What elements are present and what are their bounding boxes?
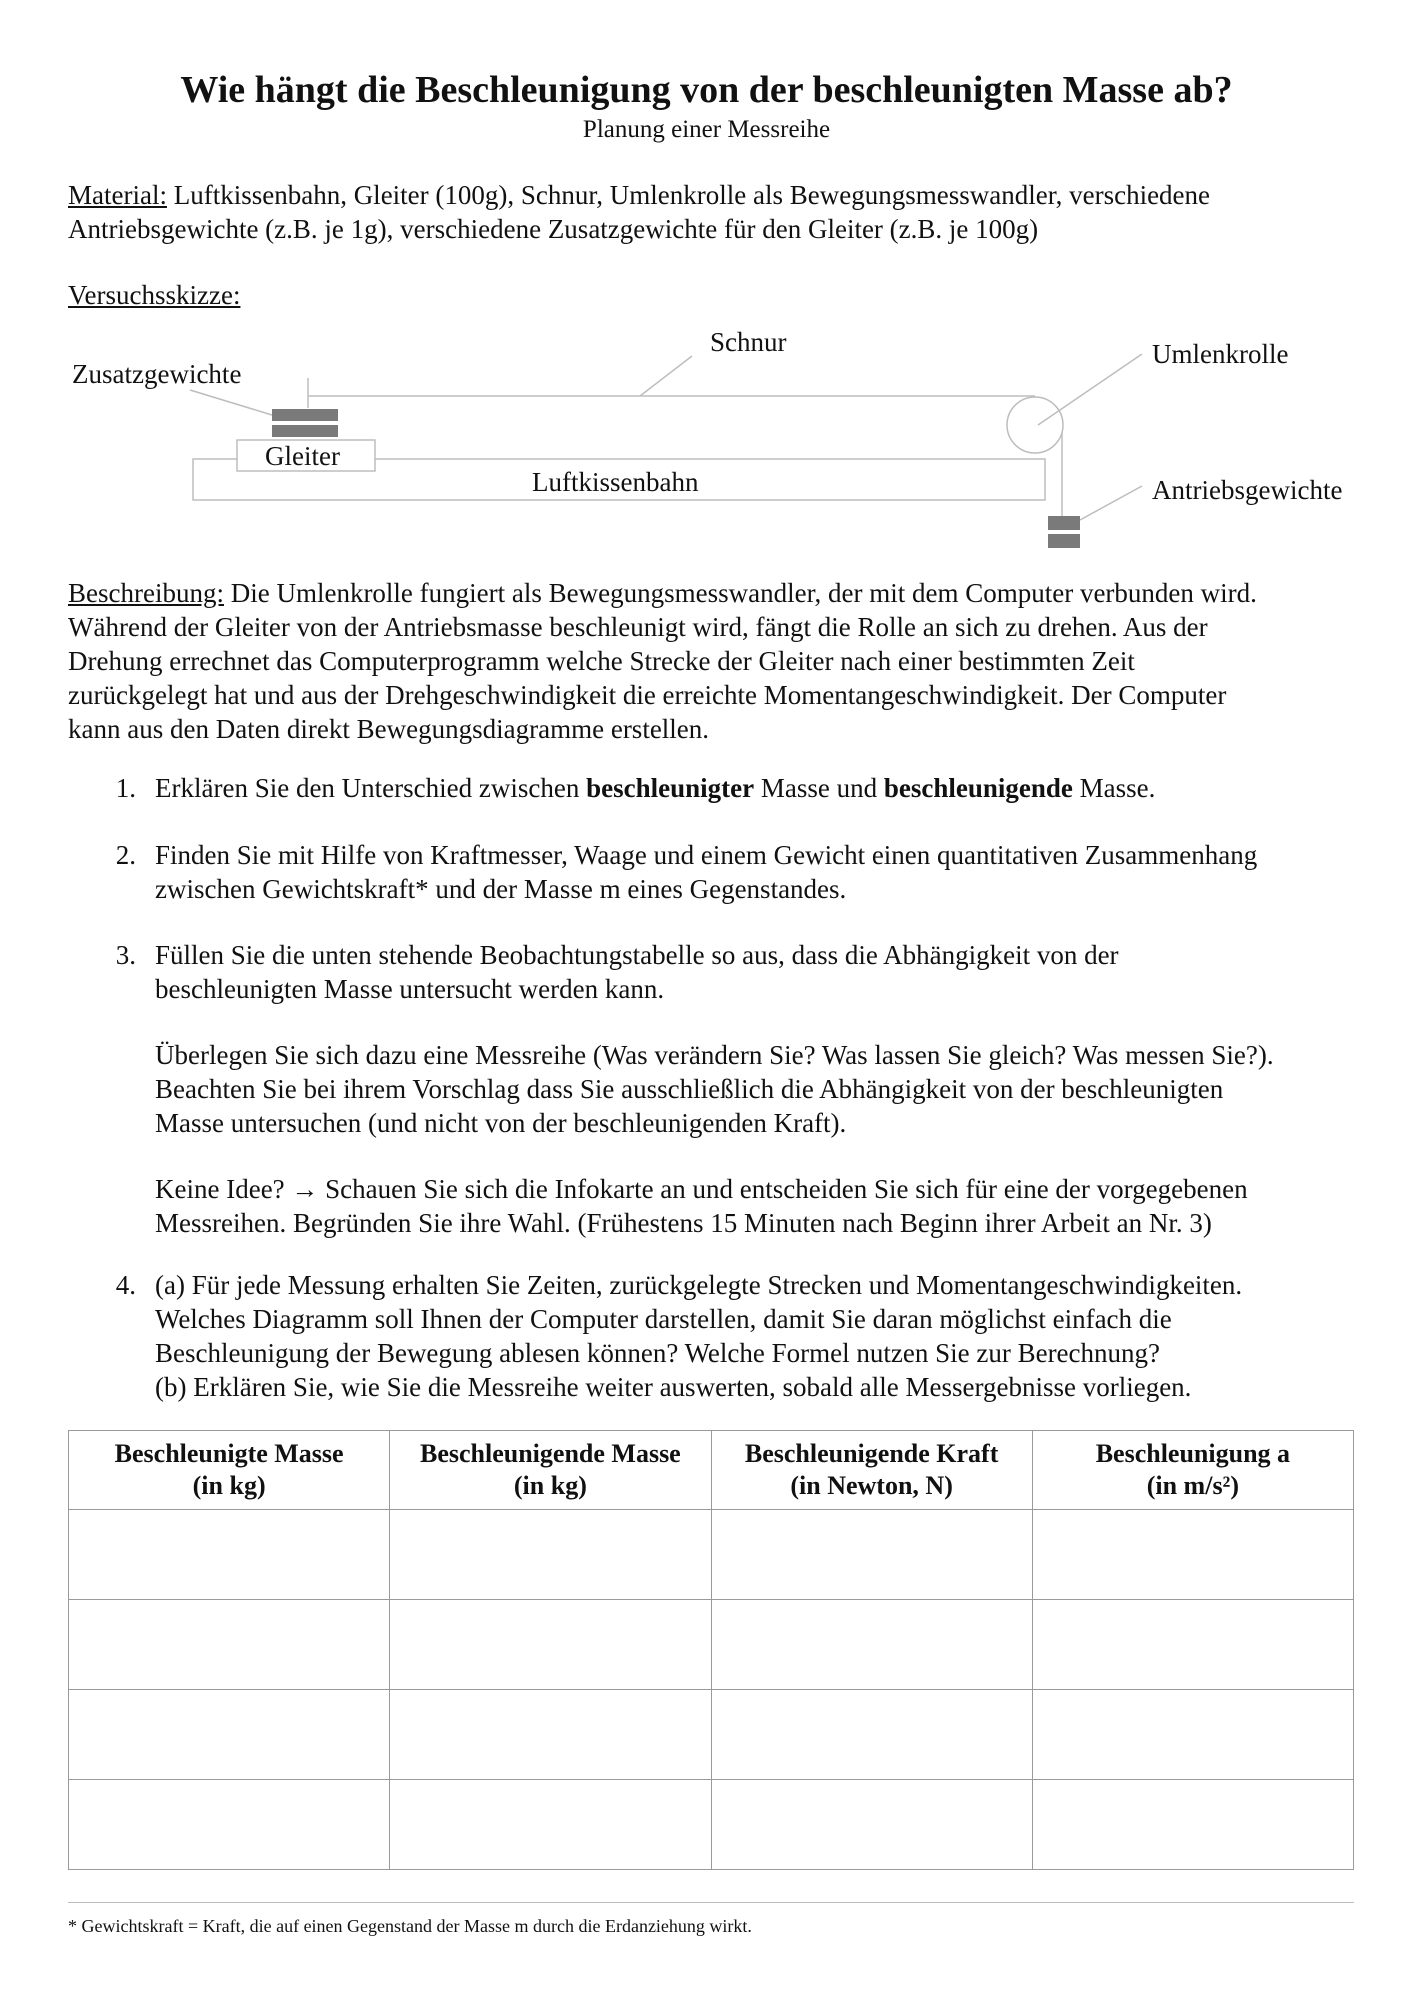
label-gleiter: Gleiter [265, 441, 340, 471]
leader-antriebsgewichte [1080, 486, 1142, 520]
table-cell[interactable] [711, 1600, 1032, 1690]
table-cell[interactable] [711, 1780, 1032, 1870]
task-3-line-6: Keine Idee? → Schauen Sie sich die Infokarte an und entscheiden Sie sich für eine der vorgegebenen [155, 1174, 1248, 1204]
table-row [69, 1690, 1354, 1780]
task-3-line-1: Füllen Sie die unten stehende Beobachtungstabelle so aus, dass die Abhängigkeit von der [155, 940, 1119, 970]
page-title: Wie hängt die Beschleunigung von der beschleunigten Masse ab? [180, 69, 1233, 111]
header-unit: (in Newton, N) [790, 1471, 953, 1500]
pulley [1007, 397, 1063, 453]
task-4-line-3: Beschleunigung der Bewegung ablesen können? Welche Formel nutzen Sie zur Berechnung? [155, 1338, 1161, 1368]
table-cell[interactable] [390, 1510, 711, 1600]
task-2-line-1: Finden Sie mit Hilfe von Kraftmesser, Waage und einem Gewicht einen quantitativen Zusammenhang [155, 840, 1258, 870]
task-3-number: 3. [115, 940, 136, 970]
task-4-line-1: (a) Für jede Messung erhalten Sie Zeiten, zurückgelegte Strecken und Momentangeschwindigkeiten. [155, 1270, 1243, 1300]
task-1-text [155, 771, 1355, 805]
table-cell[interactable] [69, 1780, 390, 1870]
additional-weight-1 [272, 409, 338, 421]
task-2-text [155, 838, 1355, 906]
description-line-4: zurückgelegt hat und aus der Drehgeschwindigkeit die erreichte Momentangeschwindigkeit. Der Computer [68, 680, 1227, 710]
material-text-line-2: Antriebsgewichte (z.B. je 1g), verschiedene Zusatzgewichte für den Gleiter (z.B. je 100g) [68, 214, 1039, 244]
label-umlenkrolle: Umlenkrolle [1152, 339, 1289, 369]
table-row [69, 1510, 1354, 1600]
material-label: Material: [68, 180, 167, 210]
label-antriebsgewichte: Antriebsgewichte [1152, 475, 1343, 505]
table-cell[interactable] [69, 1690, 390, 1780]
description-line-3: Drehung errechnet das Computerprogramm welche Strecke der Gleiter nach einer bestimmten Zeit [68, 646, 1135, 676]
description-paragraph [68, 576, 1388, 746]
description-line-2: Während der Gleiter von der Antriebsmasse beschleunigt wird, fängt die Rolle an sich zu drehen. Aus der [68, 612, 1208, 642]
header-beschleunigende-masse [390, 1431, 711, 1510]
task-1-part-2: Masse und [754, 773, 884, 803]
task-3-line-7: Messreihen. Begründen Sie ihre Wahl. (Frühestens 15 Minuten nach Beginn ihrer Arbeit an Nr. 3) [155, 1208, 1212, 1238]
leader-zusatzgewichte [190, 390, 272, 415]
description-label: Beschreibung: [68, 578, 224, 608]
material-text-line-1: Luftkissenbahn, Gleiter (100g), Schnur, Umlenkrolle als Bewegungsmesswandler, verschiedene [166, 180, 1211, 210]
description-line-1: Die Umlenkrolle fungiert als Bewegungsmesswandler, der mit dem Computer verbunden wird. [223, 578, 1257, 608]
header-text: Beschleunigte Masse [114, 1439, 344, 1468]
table-cell[interactable] [69, 1510, 390, 1600]
footnote: * Gewichtskraft = Kraft, die auf einen Gegenstand der Masse m durch die Erdanziehung wirkt. [68, 1916, 752, 1936]
leader-schnur [640, 356, 692, 396]
table-cell[interactable] [1032, 1600, 1353, 1690]
task-3-line-3: Überlegen Sie sich dazu eine Messreihe (Was verändern Sie? Was lassen Sie gleich? Was messen Sie?). [155, 1040, 1274, 1070]
observation-table [68, 1430, 1354, 1870]
table-cell[interactable] [390, 1600, 711, 1690]
table-cell[interactable] [1032, 1690, 1353, 1780]
table-cell[interactable] [390, 1690, 711, 1780]
task-1-bold-2: beschleunigende [883, 773, 1073, 803]
task-1-number: 1. [115, 773, 136, 803]
sketch-heading: Versuchsskizze: [68, 280, 241, 310]
drive-weight-1 [1048, 516, 1080, 530]
task-4-line-2: Welches Diagramm soll Ihnen der Computer darstellen, damit Sie daran möglichst einfach die [155, 1304, 1172, 1334]
description-line-5: kann aus den Daten direkt Bewegungsdiagramme erstellen. [68, 714, 710, 744]
label-zusatzgewichte: Zusatzgewichte [72, 359, 242, 389]
table-cell[interactable] [1032, 1510, 1353, 1600]
task-3-line-4: Beachten Sie bei ihrem Vorschlag dass Sie ausschließlich die Abhängigkeit von der beschleunigten [155, 1074, 1224, 1104]
header-unit: (in m/s²) [1146, 1471, 1240, 1500]
table-cell[interactable] [69, 1600, 390, 1690]
task-4-number: 4. [115, 1270, 136, 1300]
task-2-line-2: zwischen Gewichtskraft* und der Masse m eines Gegenstandes. [155, 874, 847, 904]
table-cell[interactable] [1032, 1780, 1353, 1870]
footnote-divider [68, 1902, 1354, 1903]
header-text: Beschleunigende Masse [420, 1439, 681, 1468]
header-unit: (in kg) [513, 1471, 587, 1500]
table-cell[interactable] [711, 1690, 1032, 1780]
drive-weight-2 [1048, 534, 1080, 548]
additional-weight-2 [272, 425, 338, 437]
task-3-line-5: Masse untersuchen (und nicht von der beschleunigenden Kraft). [155, 1108, 847, 1138]
header-unit: (in kg) [192, 1471, 266, 1500]
table-cell[interactable] [711, 1510, 1032, 1600]
header-beschleunigte-masse [69, 1431, 390, 1510]
table-row [69, 1780, 1354, 1870]
table-row [69, 1600, 1354, 1690]
table-header-row [69, 1431, 1354, 1510]
label-schnur: Schnur [710, 327, 787, 357]
header-beschleunigung [1032, 1431, 1353, 1510]
task-4-text [155, 1268, 1355, 1404]
task-3-text [155, 938, 1355, 1240]
label-luftkissenbahn: Luftkissenbahn [532, 467, 699, 497]
header-beschleunigende-kraft [711, 1431, 1032, 1510]
task-3-line-2: beschleunigten Masse untersucht werden kann. [155, 974, 665, 1004]
page-subtitle: Planung einer Messreihe [582, 116, 831, 143]
header-text: Beschleunigende Kraft [744, 1439, 999, 1468]
table-cell[interactable] [390, 1780, 711, 1870]
task-2-number: 2. [115, 840, 136, 870]
task-1-part-3: Masse. [1072, 773, 1156, 803]
leader-umlenkrolle [1038, 354, 1142, 425]
task-1-part-1: Erklären Sie den Unterschied zwischen [155, 773, 587, 803]
task-4-line-4: (b) Erklären Sie, wie Sie die Messreihe weiter auswerten, sobald alle Messergebnisse vorliegen. [155, 1372, 1192, 1402]
task-1-bold-1: beschleunigter [586, 773, 755, 803]
header-text: Beschleunigung a [1095, 1439, 1291, 1468]
